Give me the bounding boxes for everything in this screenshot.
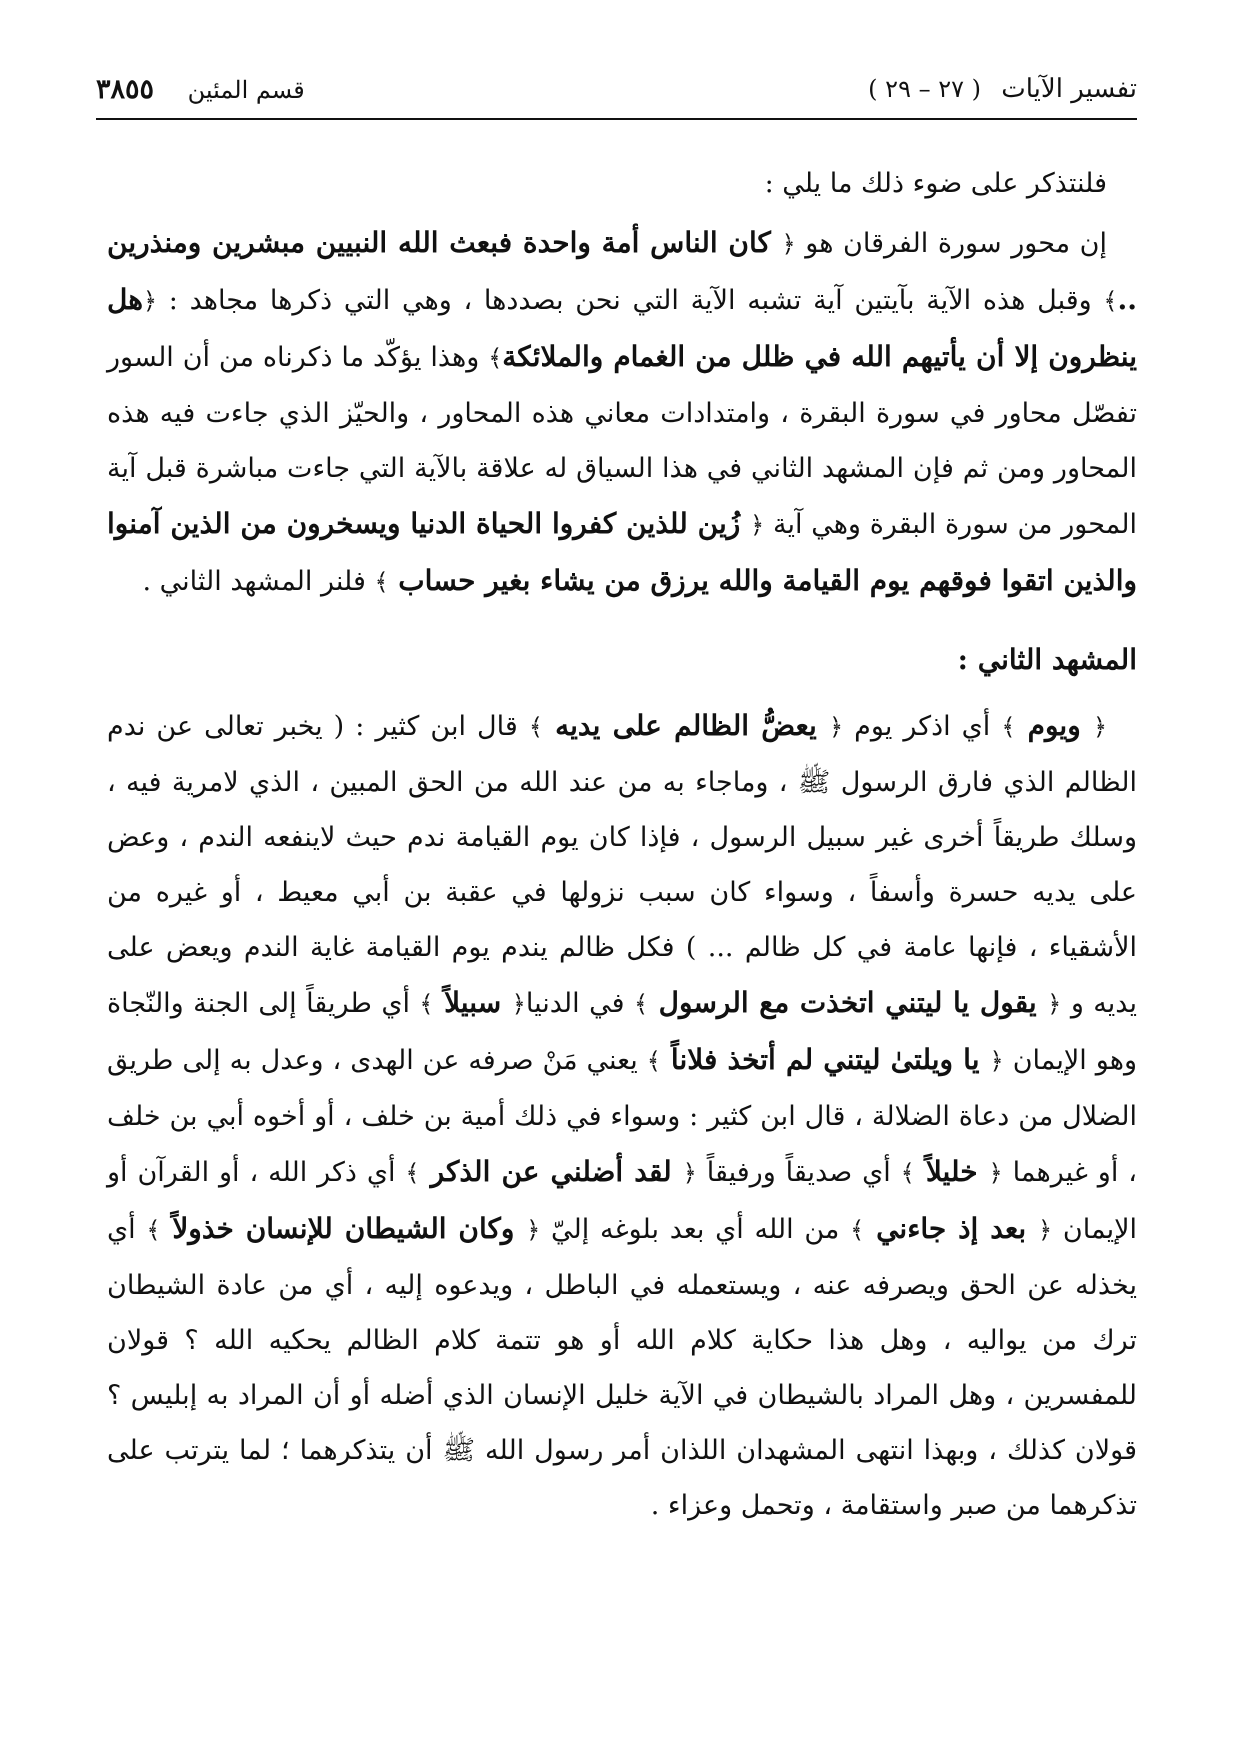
paragraph-intro [107, 156, 1137, 211]
text-run: يعني مَنْ صرفه عن الهدى ، وعدل به إلى طريق الضلال من دعاة الضلالة ، قال ابن كثير : وسواء في ذلك أمية بن خلف ، أو أخوه أبي بن خلف ، أو غيرهما [107, 1045, 1137, 1188]
ornate-bracket-open: ﴿ [1092, 713, 1107, 741]
header-title: تفسير الآيات [1001, 74, 1137, 104]
ornate-bracket-close: ﴾ [405, 1159, 420, 1187]
paragraph-scene [107, 698, 1137, 1533]
text-run: أي طريقاً إلى الجنة والنّجاة وهو الإيمان [107, 988, 1138, 1076]
ornate-bracket-open: ﴿ [526, 1216, 541, 1244]
section-heading: المشهد الثاني : [957, 643, 1137, 676]
ornate-bracket-open: ﴿ [829, 713, 844, 741]
verse-text: وكان الشيطان للإنسان خذولاً [172, 1212, 515, 1245]
ornate-bracket-close: ﴾ [646, 1047, 661, 1075]
verse-text: يقول يا ليتني اتخذت مع الرسول [658, 986, 1037, 1019]
verse-text: يا ويلتىٰ ليتني لم أتخذ فلاناً [670, 1043, 980, 1076]
header-title-block [868, 74, 1137, 104]
ornate-bracket-close: ﴾ [374, 568, 389, 596]
text-run: قال ابن كثير : ( يخبر تعالى عن ندم الظالم الذي فارق الرسول ﷺ ، وماجاء به من عند الله من الحق المبين ، الذي لامرية فيه ، وسلك طريقاً أخرى غير سبيل الرسول ، فإذا كان يوم القيامة ندم حيث لاينفعه الندم ، وعض على يديه حسرة وأسفاً ، وسواء كان سبب نزولها في عقبة بن أبي معيط ، أو غيره من الأشقياء ، فإنها عامة في كل ظالم ... ) فكل ظالم يندم يوم القيامة غاية الندم ويعض على يديه و [107, 711, 1137, 1019]
text-run: وقبل هذه الآية بآيتين آية تشبه الآية التي نحن بصددها ، وهي التي ذكرها مجاهد : [168, 285, 1092, 316]
text-run: من الله أي بعد بلوغه إليّ [551, 1214, 840, 1245]
text-run: إن محور سورة الفرقان هو [805, 228, 1107, 259]
body-text [107, 156, 1137, 1533]
header-verse-range: ( ٢٧ – ٢٩ ) [868, 75, 981, 103]
ornate-bracket-open: ﴿ [781, 230, 796, 258]
text-run: في الدنيا [525, 988, 625, 1019]
verse-text: خليلاً [925, 1155, 978, 1188]
text-run: أي يخذله عن الحق ويصرفه عنه ، ويستعمله في الباطل ، ويدعوه إليه ، أي من عادة الشيطان ترك من يواليه ، وهل هذا حكاية كلام الله أو هو تتمة كلام الظالم يحكيه الله ؟ قولان للمفسرين ، وهل المراد بالشيطان في الآية خليل الإنسان الذي أضله أو أن المراد به إبليس ؟ قولان كذلك ، وبهذا انتهى المشهدان اللذان أمر رسول الله ﷺ أن يتذكرهما ؛ لما يترتب على تذكرهما من صبر واستقامة ، وتحمل وعزاء . [107, 1214, 1137, 1521]
ornate-bracket-close: ﴾ [1103, 287, 1118, 315]
ornate-bracket-close: ﴾ [1001, 713, 1016, 741]
quran-verse [634, 986, 1061, 1019]
ornate-bracket-open: ﴿ [750, 511, 765, 539]
ornate-bracket-open: ﴿ [142, 287, 158, 315]
verse-text: ويوم [1027, 709, 1081, 742]
ornate-bracket-close: ﴾ [633, 990, 649, 1018]
ornate-bracket-open: ﴿ [1047, 990, 1062, 1018]
ornate-bracket-open: ﴿ [511, 990, 526, 1018]
paragraph-axis [107, 215, 1137, 610]
ornate-bracket-open: ﴿ [988, 1159, 1003, 1187]
header-section-name: قسم المئين [187, 76, 305, 104]
ornate-bracket-open: ﴿ [682, 1159, 697, 1187]
header-rule [96, 118, 1137, 120]
ornate-bracket-open: ﴿ [989, 1047, 1004, 1075]
verse-text: زُين للذين كفروا الحياة الدنيا ويسخرون من الذين آمنوا والذين اتقوا فوقهم يوم القيامة والله يرزق من يشاء بغير حساب [107, 507, 1137, 597]
quran-verse [529, 709, 843, 742]
running-header [96, 66, 1137, 120]
ornate-bracket-close: ﴾ [528, 713, 543, 741]
text-run: أي اذكر يوم [854, 711, 991, 742]
verse-text: كان الناس أمة واحدة فبعث الله النبيين مبشرين ومنذرين .. [107, 226, 1137, 316]
quran-verse [901, 1155, 1003, 1188]
quran-verse [1001, 709, 1107, 742]
quran-verse [146, 1212, 540, 1245]
quran-verse [647, 1043, 1004, 1076]
text-run: وهذا يؤكّد ما ذكرناه من أن السور تفصّل محاور في سورة البقرة ، وامتدادات معاني هذه المحاور ، والحيّز الذي جاءت فيه هذه المحاور ومن ثم فإن المشهد الثاني في هذا السياق له علاقة بالآية التي جاءت مباشرة قبل آية المحور من سورة البقرة وهي آية [107, 342, 1137, 540]
intro-text: فلنتذكر على ضوء ذلك ما يلي : [764, 168, 1107, 199]
header-page-block [96, 74, 305, 105]
text-run: أي صديقاً ورفيقاً [706, 1157, 891, 1188]
quran-verse [405, 1155, 696, 1188]
ornate-bracket-close: ﴾ [900, 1159, 915, 1187]
text-run: فلنر المشهد الثاني . [142, 566, 366, 597]
ornate-bracket-open: ﴿ [1038, 1216, 1053, 1244]
ornate-bracket-close: ﴾ [488, 344, 503, 372]
verse-text: سبيلاً [444, 986, 502, 1019]
ornate-bracket-close: ﴾ [146, 1216, 161, 1244]
verse-text: لقد أضلني عن الذكر [430, 1155, 672, 1188]
ornate-bracket-close: ﴾ [850, 1216, 865, 1244]
verse-text: يعضُّ الظالم على يديه [555, 709, 817, 742]
verse-text: بعد إذ جاءني [876, 1212, 1027, 1245]
page-number: ٣٨٥٥ [96, 74, 155, 105]
verse-text: هل ينظرون إلا أن يأتيهم الله في ظلل من الغمام والملائكة [107, 283, 1137, 373]
quran-verse [419, 986, 525, 1019]
quran-verse [850, 1212, 1052, 1245]
ornate-bracket-close: ﴾ [419, 990, 434, 1018]
text-run: أي ذكر الله ، أو القرآن أو الإيمان [107, 1157, 1138, 1245]
